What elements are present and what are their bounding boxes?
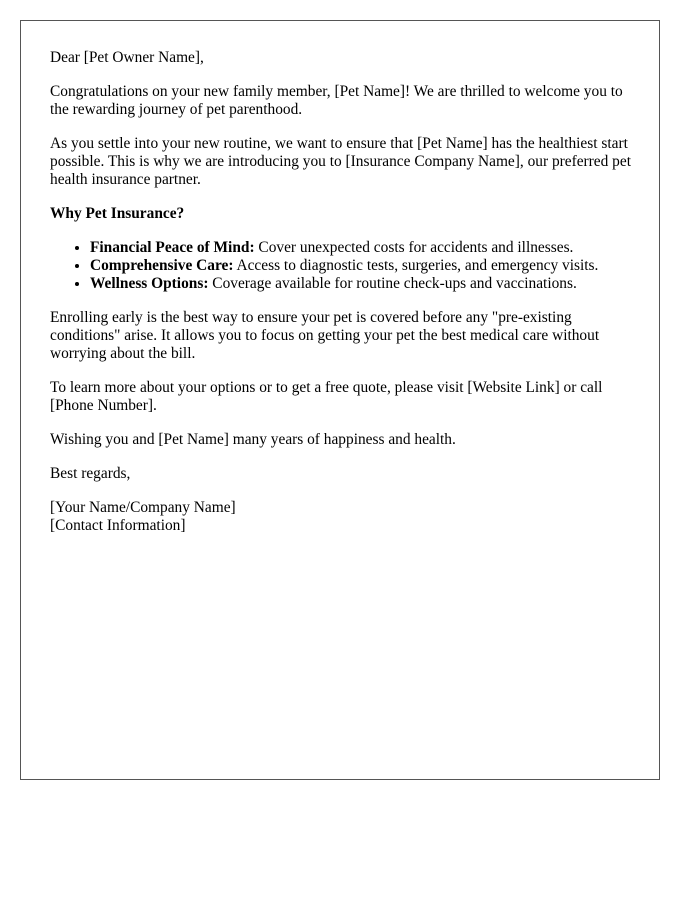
salutation: Dear [Pet Owner Name], <box>50 49 204 66</box>
enrollment-paragraph: Enrolling early is the best way to ensure your pet is covered before any "pre-existing conditions" arise. It allows you to focus on getting your pet the best medical care without worrying about the bill. <box>50 309 600 362</box>
signature-contact: [Contact Information] <box>50 517 186 534</box>
letter-frame <box>20 20 660 780</box>
benefit-title: Wellness Options: <box>90 275 209 292</box>
intro-paragraph: Congratulations on your new family member, [Pet Name]! We are thrilled to welcome you to the rewarding journey of pet parenthood. <box>50 83 623 118</box>
benefit-text: Access to diagnostic tests, surgeries, and emergency visits. <box>233 257 599 274</box>
benefit-item-comprehensive <box>90 257 638 275</box>
benefit-title: Comprehensive Care: <box>90 257 234 274</box>
section-heading: Why Pet Insurance? <box>50 205 185 222</box>
benefit-text: Coverage available for routine check-ups and vaccinations. <box>208 275 577 292</box>
letter-body <box>50 49 638 551</box>
benefit-item-financial <box>90 239 638 257</box>
signature-name: [Your Name/Company Name] <box>50 499 236 516</box>
benefit-item-wellness <box>90 275 638 293</box>
introduction-paragraph: As you settle into your new routine, we want to ensure that [Pet Name] has the healthiest start possible. This is why we are introducing you to [Insurance Company Name], our preferred pet health insurance partner. <box>50 135 631 188</box>
benefit-title: Financial Peace of Mind: <box>90 239 255 256</box>
contact-paragraph: To learn more about your options or to get a free quote, please visit [Website Link] or call [Phone Number]. <box>50 379 603 414</box>
wishes-paragraph: Wishing you and [Pet Name] many years of happiness and health. <box>50 431 456 448</box>
closing: Best regards, <box>50 465 131 482</box>
benefit-text: Cover unexpected costs for accidents and illnesses. <box>254 239 574 256</box>
benefits-list <box>50 239 638 293</box>
signature-block <box>50 499 638 535</box>
